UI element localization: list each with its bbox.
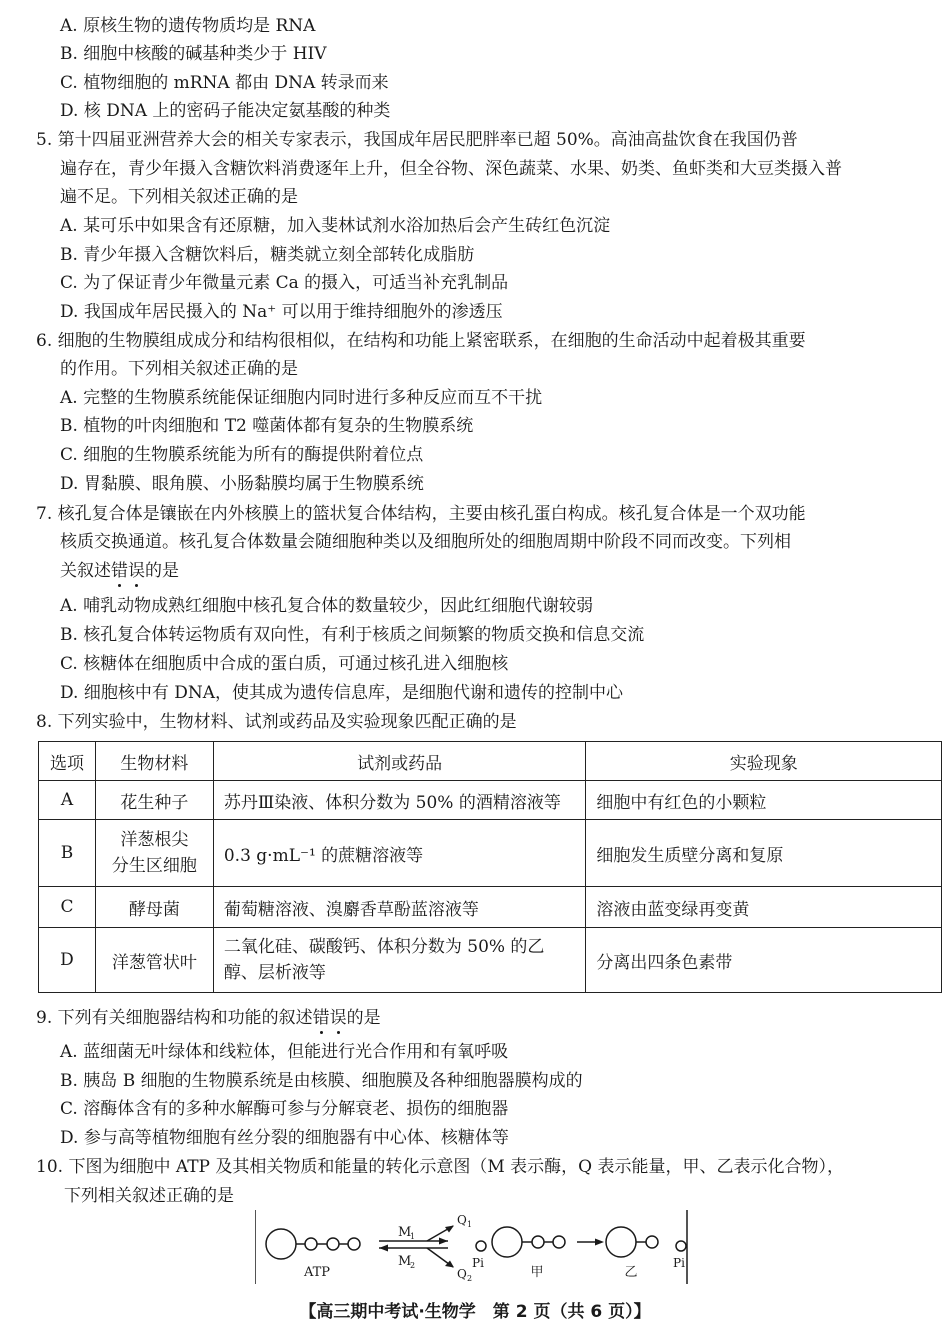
m2-label: M bbox=[398, 1254, 412, 1269]
q2-sub: 2 bbox=[467, 1274, 473, 1283]
row-reagent: 葡萄糖溶液、溴麝香草酚蓝溶液等 bbox=[213, 887, 586, 928]
pi-circle-1 bbox=[476, 1241, 486, 1251]
row-option: C bbox=[39, 887, 96, 928]
pi-circle-2 bbox=[676, 1241, 686, 1251]
row-phenomenon: 细胞发生质壁分离和复原 bbox=[586, 820, 942, 887]
q9-option-b: B. 胰岛 B 细胞的生物膜系统是由核膜、细胞膜及各种细胞器膜构成的 bbox=[60, 1071, 583, 1091]
table-row bbox=[39, 820, 942, 887]
q7-stem-post: 的是 bbox=[145, 561, 179, 581]
q6-option-a: A. 完整的生物膜系统能保证细胞内同时进行多种反应而互不干扰 bbox=[60, 388, 543, 408]
yi-label: 乙 bbox=[624, 1265, 638, 1280]
emphasis-dot bbox=[337, 1031, 340, 1034]
pi-label-2: Pi bbox=[673, 1256, 685, 1270]
q9-option-a: A. 蓝细菌无叶绿体和线粒体，但能进行光合作用和有氧呼吸 bbox=[60, 1042, 509, 1062]
atp-phosphate-2 bbox=[327, 1238, 339, 1250]
row-option: D bbox=[39, 928, 96, 993]
emphasis-dot bbox=[135, 584, 138, 587]
q4-option-d: D. 核 DNA 上的密码子能决定氨基酸的种类 bbox=[60, 101, 391, 121]
m1-label: M bbox=[398, 1225, 412, 1240]
q9-stem bbox=[36, 1006, 381, 1030]
row-material-line-1: 洋葱根尖 bbox=[120, 830, 189, 850]
q4-option-a: A. 原核生物的遗传物质均是 RNA bbox=[60, 16, 316, 36]
row-material: 酵母菌 bbox=[95, 887, 213, 928]
q5-stem-line-2: 遍存在，青少年摄入含糖饮料消费逐年上升，但全谷物、深色蔬菜、水果、奶类、鱼虾类和大豆类摄入普 bbox=[60, 159, 842, 179]
q7-emphasis-char-1 bbox=[111, 561, 128, 581]
q7-stem-pre: 关叙述 bbox=[60, 561, 111, 581]
q5-option-c: C. 为了保证青少年微量元素 Ca 的摄入，可适当补充乳制品 bbox=[60, 273, 509, 293]
q4-option-c: C. 植物细胞的 mRNA 都由 DNA 转录而来 bbox=[60, 73, 389, 93]
row-material bbox=[95, 820, 213, 887]
q5-stem-line-1: 5. 第十四届亚洲营养大会的相关专家表示，我国成年居民肥胖率已超 50%。高油高盐饮食在我国仍普 bbox=[36, 130, 798, 150]
q6-stem-line-2: 的作用。下列相关叙述正确的是 bbox=[60, 359, 298, 379]
q9-stem-post: 的是 bbox=[346, 1008, 381, 1028]
header-phenomenon: 实验现象 bbox=[586, 742, 942, 781]
q10-stem-line-1: 10. 下图为细胞中 ATP 及其相关物质和能量的转化示意图（M 表示酶，Q 表示能量，甲、乙表示化合物）， bbox=[36, 1157, 845, 1177]
row-reagent-line-2: 醇、层析液等 bbox=[223, 963, 326, 983]
jia-phosphate-1 bbox=[532, 1236, 544, 1248]
q6-stem-line-1: 6. 细胞的生物膜组成成分和结构很相似，在结构和功能上紧密联系，在细胞的生命活动中起着极其重要 bbox=[36, 331, 806, 351]
header-material: 生物材料 bbox=[95, 742, 213, 781]
q7-option-a: A. 哺乳动物成熟红细胞中核孔复合体的数量较少，因此红细胞代谢较弱 bbox=[60, 596, 594, 616]
q4-option-b: B. 细胞中核酸的碱基种类少于 HIV bbox=[60, 44, 327, 64]
q7-stem-line-3 bbox=[60, 559, 179, 583]
row-phenomenon: 溶液由蓝变绿再变黄 bbox=[586, 887, 942, 928]
atp-conversion-diagram bbox=[255, 1210, 695, 1290]
q7-emphasis-char-2 bbox=[128, 561, 145, 581]
q2-label: Q bbox=[457, 1267, 467, 1281]
yi-phosphate bbox=[646, 1236, 658, 1248]
q6-option-c: C. 细胞的生物膜系统能为所有的酶提供附着位点 bbox=[60, 445, 424, 465]
q7-option-b: B. 核孔复合体转运物质有双向性，有利于核质之间频繁的物质交换和信息交流 bbox=[60, 625, 645, 645]
q5-option-b: B. 青少年摄入含糖饮料后，糖类就立刻全部转化成脂肪 bbox=[60, 245, 475, 265]
row-phenomenon: 细胞中有红色的小颗粒 bbox=[586, 781, 942, 820]
jia-phosphate-2 bbox=[553, 1236, 565, 1248]
q5-option-a: A. 某可乐中如果含有还原糖，加入斐林试剂水浴加热后会产生砖红色沉淀 bbox=[60, 216, 611, 236]
atp-phosphate-3 bbox=[348, 1238, 360, 1250]
row-material: 花生种子 bbox=[95, 781, 213, 820]
q6-option-d: D. 胃黏膜、眼角膜、小肠黏膜均属于生物膜系统 bbox=[60, 474, 424, 494]
table-row bbox=[39, 928, 942, 993]
atp-label: ATP bbox=[303, 1265, 331, 1280]
q9-emphasis-char-1 bbox=[313, 1008, 330, 1028]
arrow-right-head bbox=[439, 1238, 448, 1245]
row-material: 洋葱管状叶 bbox=[95, 928, 213, 993]
q9-emphasis-char-2 bbox=[330, 1008, 347, 1028]
row-reagent bbox=[213, 928, 586, 993]
header-reagent: 试剂或药品 bbox=[213, 742, 586, 781]
page-footer: 【高三期中考试·生物学 第 2 页（共 6 页）】 bbox=[299, 1302, 651, 1322]
row-reagent-line-1: 二氧化硅、碳酸钙、体积分数为 50% 的乙 bbox=[223, 937, 545, 957]
q5-option-d: D. 我国成年居民摄入的 Na⁺ 可以用于维持细胞外的渗透压 bbox=[60, 302, 503, 322]
q1-label: Q bbox=[457, 1213, 467, 1227]
m1-sub: 1 bbox=[410, 1232, 416, 1241]
q6-option-b: B. 植物的叶肉细胞和 T2 噬菌体都有复杂的生物膜系统 bbox=[60, 416, 474, 436]
arrow-to-yi-head bbox=[595, 1239, 604, 1246]
row-material-line-2: 分生区细胞 bbox=[111, 856, 197, 876]
header-option: 选项 bbox=[39, 742, 96, 781]
q7-stem-line-2: 核质交换通道。核孔复合体数量会随细胞种类以及细胞所处的细胞周期中阶段不同而改变。下列相 bbox=[60, 532, 791, 552]
pi-label-1: Pi bbox=[472, 1256, 484, 1270]
q5-stem-line-3: 遍不足。下列相关叙述正确的是 bbox=[60, 187, 298, 207]
q10-stem-line-2: 下列相关叙述正确的是 bbox=[64, 1186, 234, 1206]
q9-emphasis-text-2: 误 bbox=[329, 1008, 347, 1028]
emphasis-dot bbox=[118, 584, 121, 587]
jia-label: 甲 bbox=[530, 1265, 544, 1280]
emphasis-dot bbox=[320, 1031, 323, 1034]
q7-option-c: C. 核糖体在细胞质中合成的蛋白质，可通过核孔进入细胞核 bbox=[60, 654, 509, 674]
atp-large-circle bbox=[266, 1229, 296, 1259]
experiment-table bbox=[38, 741, 942, 993]
q7-emphasis-text-2: 误 bbox=[128, 561, 145, 581]
jia-large-circle bbox=[492, 1227, 522, 1257]
table-header-row bbox=[39, 742, 942, 781]
row-reagent: 苏丹Ⅲ染液、体积分数为 50% 的酒精溶液等 bbox=[213, 781, 586, 820]
row-phenomenon: 分离出四条色素带 bbox=[586, 928, 942, 993]
yi-large-circle bbox=[606, 1227, 636, 1257]
q7-stem-line-1: 7. 核孔复合体是镶嵌在内外核膜上的篮状复合体结构，主要由核孔蛋白构成。核孔复合体是一个双功能 bbox=[36, 504, 806, 524]
row-reagent: 0.3 g·mL⁻¹ 的蔗糖溶液等 bbox=[213, 820, 586, 887]
row-option: A bbox=[39, 781, 96, 820]
q8-stem: 8. 下列实验中，生物材料、试剂或药品及实验现象匹配正确的是 bbox=[36, 712, 517, 732]
q7-option-d: D. 细胞核中有 DNA，使其成为遗传信息库，是细胞代谢和遗传的控制中心 bbox=[60, 683, 624, 703]
q9-option-d: D. 参与高等植物细胞有丝分裂的细胞器有中心体、核糖体等 bbox=[60, 1128, 509, 1148]
q9-stem-pre: 9. 下列有关细胞器结构和功能的叙述 bbox=[36, 1008, 313, 1028]
table-row bbox=[39, 887, 942, 928]
m2-sub: 2 bbox=[410, 1261, 416, 1270]
q9-emphasis-text-1: 错 bbox=[312, 1008, 330, 1028]
table-row bbox=[39, 781, 942, 820]
q1-sub: 1 bbox=[467, 1220, 473, 1229]
row-option: B bbox=[39, 820, 96, 887]
arrow-left-head bbox=[379, 1245, 388, 1252]
q9-option-c: C. 溶酶体含有的多种水解酶可参与分解衰老、损伤的细胞器 bbox=[60, 1099, 509, 1119]
atp-phosphate-1 bbox=[305, 1238, 317, 1250]
q7-emphasis-text-1: 错 bbox=[111, 561, 128, 581]
